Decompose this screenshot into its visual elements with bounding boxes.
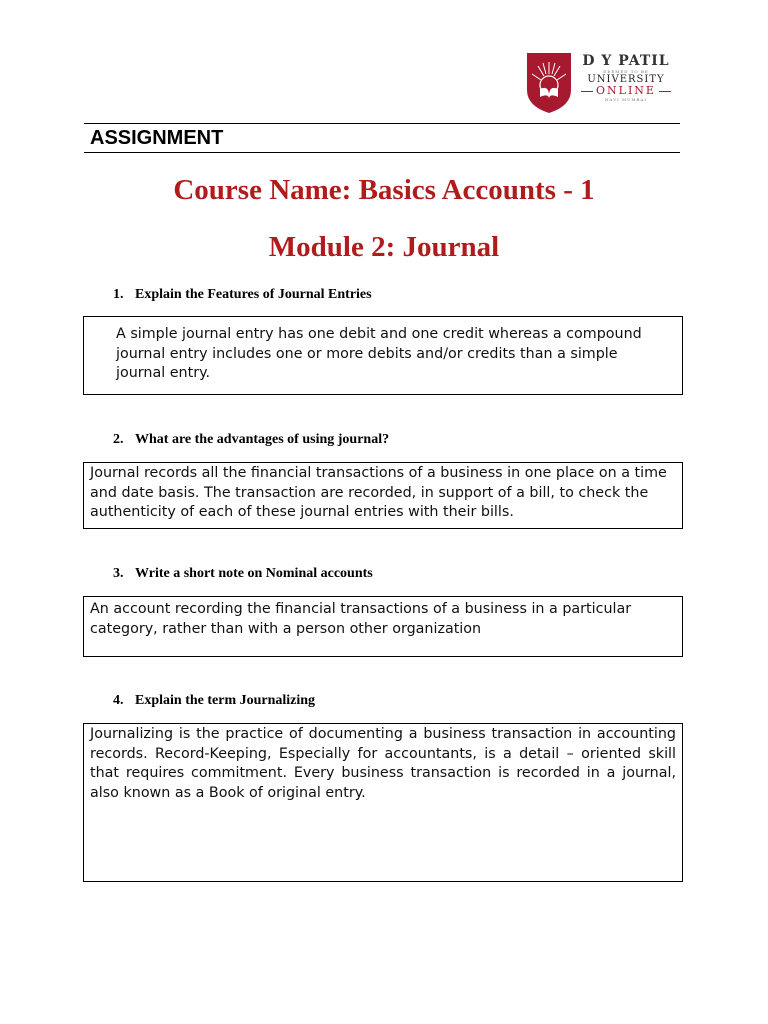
answer-box-2 (83, 462, 683, 529)
logo-name: D Y PATIL (582, 53, 670, 69)
answer-text: A simple journal entry has one debit and one credit whereas a compound journal entry includes one or more debits and/or credits than a simple journal entry. (116, 326, 642, 381)
question-text: Write a short note on Nominal accounts (135, 566, 373, 581)
header-rule-bottom (84, 152, 680, 153)
logo-online-row (578, 85, 674, 97)
shield-emblem-icon (526, 52, 572, 114)
answer-box-1 (83, 316, 683, 395)
answer-text: Journalizing is the practice of documenting a business transaction in accounting records. Record-Keeping, Especially for accountants, is a detail – oriented skill that requires commitment. Every business transaction is recorded in a journal, also known as a Book of original entry. (90, 726, 676, 801)
logo-university: UNIVERSITY (587, 74, 665, 85)
course-name: Course Name: Basics Accounts - 1 (173, 174, 595, 206)
question-number: 4. (113, 693, 124, 708)
logo-deemed: DEEMED TO BE (603, 69, 649, 74)
question-4 (113, 692, 315, 709)
answer-text: Journal records all the financial transactions of a business in one place on a time and date basis. The transaction are recorded, in support of a bill, to check the authenticity of each of these journal entries with their bills. (90, 465, 667, 520)
logo-location: NAVI MUMBAI (605, 97, 647, 102)
question-2 (113, 431, 389, 448)
question-number: 2. (113, 432, 124, 447)
logo-rule-left (581, 91, 593, 92)
question-number: 3. (113, 566, 124, 581)
module-title: Module 2: Journal (268, 231, 500, 263)
question-1 (113, 286, 372, 303)
question-text: What are the advantages of using journal? (135, 432, 390, 447)
university-logo (526, 52, 676, 116)
answer-box-4 (83, 723, 683, 882)
assignment-heading: ASSIGNMENT (90, 127, 224, 149)
header-rule-top (84, 123, 680, 124)
answer-box-3 (83, 596, 683, 657)
logo-rule-right (659, 91, 671, 92)
question-text: Explain the Features of Journal Entries (135, 287, 372, 302)
question-3 (113, 565, 373, 582)
question-number: 1. (113, 287, 124, 302)
logo-online: ONLINE (596, 84, 656, 97)
logo-text (578, 54, 674, 102)
question-text: Explain the term Journalizing (135, 693, 316, 708)
answer-text: An account recording the financial transactions of a business in a particular category, rather than with a person other organization (90, 601, 632, 637)
